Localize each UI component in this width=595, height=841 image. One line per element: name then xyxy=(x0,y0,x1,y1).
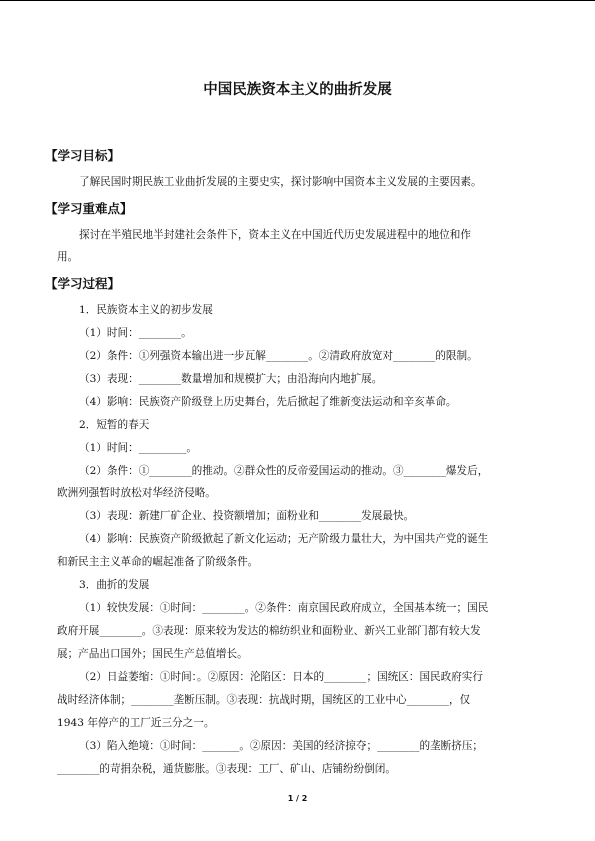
process-line: 1．民族资本主义的初步发展 xyxy=(79,304,213,316)
heading-key-points: 【学习重难点】 xyxy=(45,201,133,216)
process-line: 3．曲折的发展 xyxy=(79,579,150,591)
process-line: （2）条件：①列强资本输出进一步瓦解________。②清政府放宽对________的限制。 xyxy=(79,350,478,362)
key-points-line: 用。 xyxy=(57,251,79,263)
process-line: （2）条件：①________的推动。②群众性的反帝爱国运动的推动。③________爆发后， xyxy=(79,465,489,477)
process-line: （1）时间：_________。 xyxy=(79,442,197,454)
process-line: （1）时间：________。 xyxy=(79,327,192,339)
process-line: （3）表现：新建厂矿企业、投资额增加；面粉业和________发展最快。 xyxy=(79,510,415,522)
process-line: 战时经济体制；________垄断压制。③表现：抗战时期，国统区的工业中心________，仅 xyxy=(57,694,471,706)
process-line: （4）影响：民族资产阶级登上历史舞台，先后掀起了维新变法运动和辛亥革命。 xyxy=(79,396,457,408)
heading-learning-process: 【学习过程】 xyxy=(45,276,121,291)
process-line: （3）表现：________数量增加和规模扩大；由沿海向内地扩展。 xyxy=(79,373,383,385)
heading-learning-goals: 【学习目标】 xyxy=(45,148,121,163)
process-line: 2．短暂的春天 xyxy=(79,419,150,431)
process-line: 政府开展________。③表现：原来较为发达的棉纺织业和面粉业、新兴工业部门都有较大发 xyxy=(57,625,481,637)
process-line: （4）影响：民族资产阶级掀起了新文化运动；无产阶级力量壮大，为中国共产党的诞生 xyxy=(79,533,489,545)
process-line: （2）日益萎缩：①时间：。②原因：沦陷区：日本的________；国统区：国民政府实行 xyxy=(79,671,483,683)
page-title: 中国民族资本主义的曲折发展 xyxy=(203,82,392,98)
page-number: 1 / 2 xyxy=(287,794,308,803)
process-line: 展；产品出口国外；国民生产总值增长。 xyxy=(57,648,248,660)
goals-line: 了解民国时期民族工业曲折发展的主要史实，探讨影响中国资本主义发展的主要因素。 xyxy=(79,176,482,188)
process-line: （3）陷入绝境：①时间：_______。②原因：美国的经济掠夺；________的垄断挤压； xyxy=(79,740,484,752)
process-line: ________的苛捐杂税，通货膨胀。③表现：工厂、矿山、店铺纷纷倒闭。 xyxy=(57,763,396,775)
process-line: （1）较快发展：①时间：________。②条件：南京国民政府成立，全国基本统一；国民 xyxy=(79,602,489,614)
key-points-line: 探讨在半殖民地半封建社会条件下，资本主义在中国近代历史发展进程中的地位和作 xyxy=(79,229,471,241)
process-line: 1943 年停产的工厂近三分之一。 xyxy=(57,717,215,729)
process-line: 和新民主主义革命的崛起准备了阶级条件。 xyxy=(57,556,259,568)
process-line: 欧洲列强暂时放松对华经济侵略。 xyxy=(57,487,216,499)
